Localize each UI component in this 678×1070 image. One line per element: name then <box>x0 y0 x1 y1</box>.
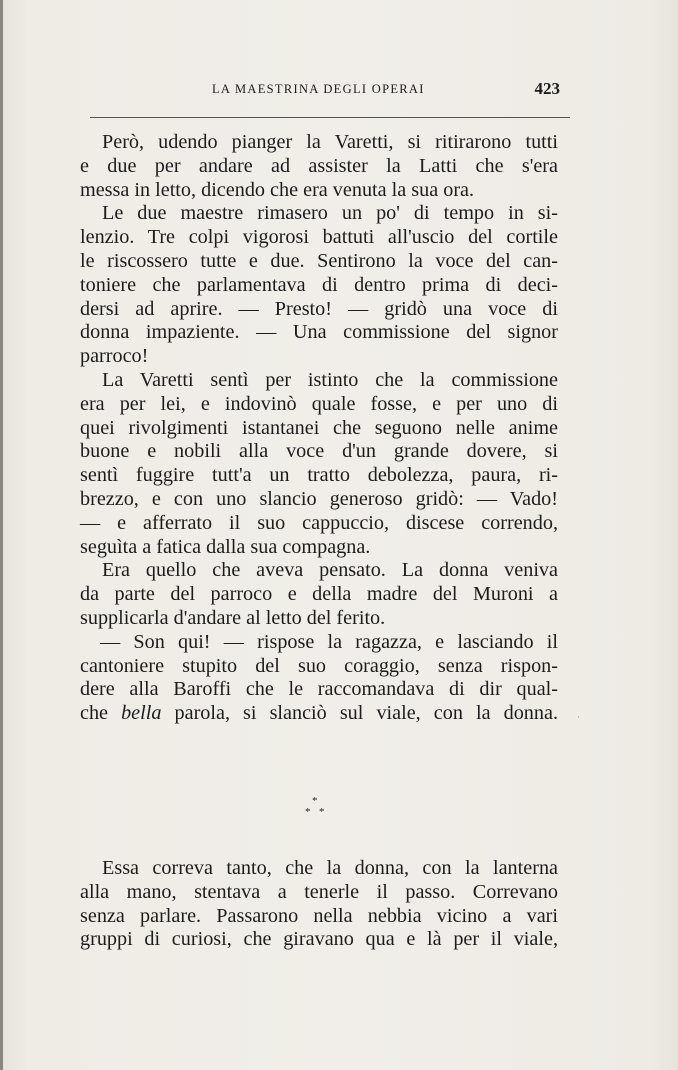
text-line: e due per andare ad assister la Latti che s'era <box>80 154 558 177</box>
page-edge-shadow <box>0 0 3 1070</box>
page-number: 423 <box>534 79 560 98</box>
text-line: toniere che parlamentava di dentro prima di deci- <box>80 273 558 296</box>
text-line: seguìta a fatica dalla sua compagna. <box>80 535 371 558</box>
text-line: senza parlare. Passarono nella nebbia vicino a vari <box>80 904 558 927</box>
asterism-star: * <box>312 795 318 807</box>
text-line: La Varetti sentì per istinto che la commissione <box>102 368 558 391</box>
text-fragment: parola, si slanciò sul viale, con la donna. <box>161 702 558 725</box>
text-line: messa in letto, dicendo che era venuta la sua ora. <box>80 178 475 201</box>
text-line: Essa correva tanto, che la donna, con la lanterna <box>102 857 558 879</box>
text-line: gruppi di curiosi, che giravano qua e là per il viale, <box>80 928 558 951</box>
italic-word: bella <box>121 702 162 725</box>
text-line: buone e nobili alla voce d'un grande dovere, si <box>80 440 558 463</box>
text-line: quei rivolgimenti istantanei che seguono nelle anime <box>80 416 558 439</box>
text-line: — Son qui! — rispose la ragazza, e lasciando il <box>100 630 558 653</box>
text-line: lenzio. Tre colpi vigorosi battuti all'uscio del cortile <box>80 226 558 249</box>
text-line: dere alla Baroffi che le raccomandava di dir qual- <box>80 678 558 701</box>
text-line: supplicarla d'andare al letto del ferito. <box>80 606 386 629</box>
page-header <box>80 79 560 102</box>
running-title: LA MAESTRINA DEGLI OPERAI <box>212 82 425 96</box>
text-line: alla mano, stentava a tenerle il passo. Correvano <box>80 880 558 903</box>
text-line: le riscossero tutte e due. Sentirono la voce del can- <box>80 249 558 272</box>
text-block-1 <box>80 131 558 726</box>
text-line: cantoniere stupito del suo coraggio, senza rispon- <box>80 654 558 677</box>
text-line: era per lei, e indovinò quale fosse, e per uno di <box>80 392 558 415</box>
text-line: dersi ad aprire. — Presto! — gridò una voce di <box>80 297 558 320</box>
text-line: sentì fuggire tutt'a un tratto debolezza, paura, ri- <box>80 464 558 487</box>
asterism-star: * <box>319 806 325 818</box>
text-line-last <box>80 702 558 726</box>
text-fragment: che <box>80 702 122 725</box>
text-line: — e afferrato il suo cappuccio, discese correndo, <box>80 511 558 534</box>
section-asterism <box>298 796 338 826</box>
text-line: Le due maestre rimasero un po' di tempo in si- <box>102 202 558 225</box>
text-line: brezzo, e con uno slancio generoso gridò: — Vado! <box>80 487 558 510</box>
asterism-star: * <box>305 806 311 818</box>
text-line: donna impaziente. — Una commissione del signor <box>80 321 558 344</box>
text-line: Però, udendo pianger la Varetti, si ritirarono tutti <box>102 131 558 153</box>
header-rule <box>90 117 570 118</box>
text-line: Era quello che aveva pensato. La donna veniva <box>102 559 558 582</box>
paper-speck: · <box>577 712 580 722</box>
text-block-2 <box>80 857 558 952</box>
text-line: da parte del parroco e della madre del Muroni a <box>80 583 558 606</box>
text-line: parroco! <box>80 345 149 368</box>
